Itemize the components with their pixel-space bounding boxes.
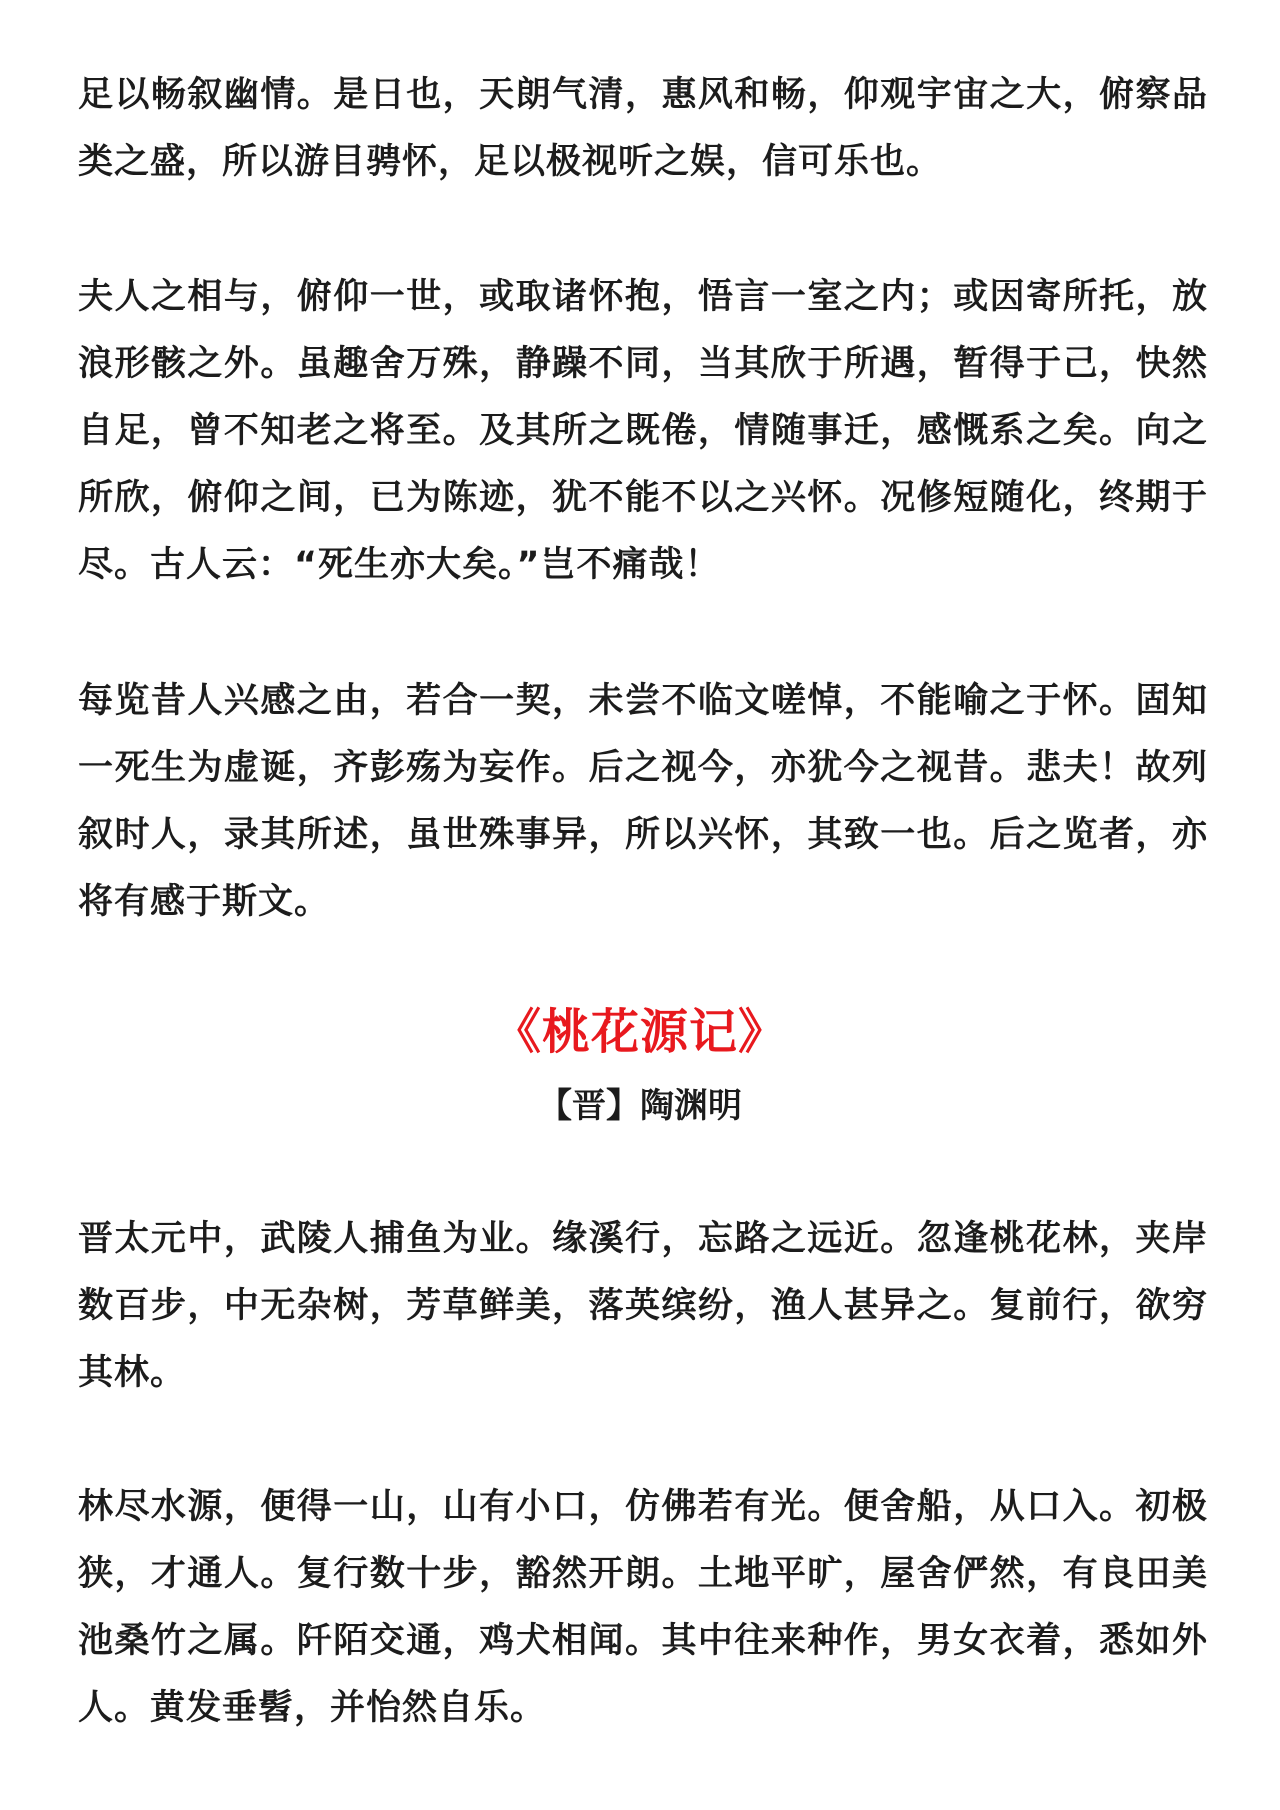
paragraph-lanting-2: 夫人之相与，俯仰一世，或取诸怀抱，悟言一室之内；或因寄所托，放浪形骸之外。虽趣舍万殊，静躁不同，当其欣于所遇，暂得于己，快然自足，曾不知老之将至。及其所之既倦，情随事迁，感慨系之矣。向之所欣，俯仰之间，已为陈迹，犹不能不以之兴怀。况修短随化，终期于尽。古人云：“死生亦大矣。”岂不痛哉！: [78, 277, 1208, 585]
paragraph-lanting-3: 每览昔人兴感之由，若合一契，未尝不临文嗟悼，不能喻之于怀。固知一死生为虚诞，齐彭殇为妄作。后之视今，亦犹今之视昔。悲夫！故列叙时人，录其所述，虽世殊事异，所以兴怀，其致一也。后之览者，亦将有感于斯文。: [78, 681, 1208, 922]
section-author: 【晋】陶渊明: [538, 1086, 742, 1126]
paragraph-taohuayuan-2: 林尽水源，便得一山，山有小口，仿佛若有光。便舍船，从口入。初极狭，才通人。复行数十步，豁然开朗。土地平旷，屋舍俨然，有良田美池桑竹之属。阡陌交通，鸡犬相闻。其中往来种作，男女衣着，悉如外人。黄发垂髫，并怡然自乐。: [78, 1487, 1208, 1728]
paragraph-taohuayuan-1: 晋太元中，武陵人捕鱼为业。缘溪行，忘路之远近。忽逢桃花林，夹岸数百步，中无杂树，芳草鲜美，落英缤纷，渔人甚异之。复前行，欲穷其林。: [78, 1219, 1208, 1393]
section-title: 《桃花源记》: [492, 1004, 787, 1060]
paragraph-lanting-1: 足以畅叙幽情。是日也，天朗气清，惠风和畅，仰观宇宙之大，俯察品类之盛，所以游目骋怀，足以极视听之娱，信可乐也。: [78, 75, 1208, 182]
